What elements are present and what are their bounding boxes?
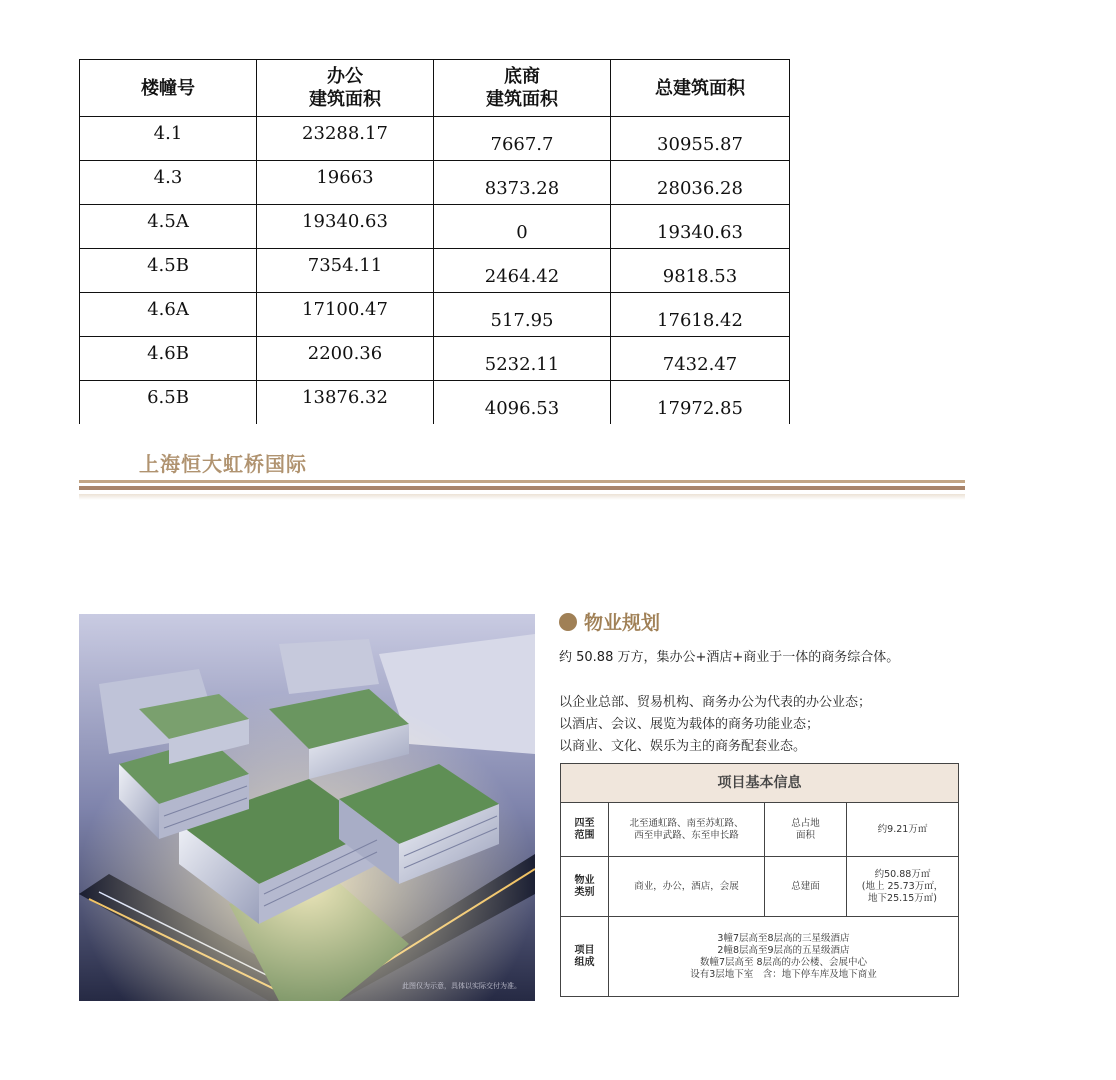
project-rendering-image [79, 614, 535, 1001]
cell-building-no: 4.6B [80, 337, 257, 381]
project-info-table [560, 763, 959, 997]
cell-building-no: 4.1 [80, 117, 257, 161]
cell-retail-area: 4096.53 [434, 381, 611, 425]
header-total-area: 总建筑面积 [611, 60, 790, 117]
planning-line-retail: 以商业、文化、娱乐为主的商务配套业态。 [559, 739, 807, 754]
table-row [80, 161, 790, 205]
cell-office-area: 7354.11 [257, 249, 434, 293]
project-title: 上海恒大虹桥国际 [139, 452, 307, 476]
cell-building-no: 4.5B [80, 249, 257, 293]
table-row [80, 337, 790, 381]
value-land-area: 约9.21万㎡ [847, 803, 959, 857]
cell-total-area: 30955.87 [611, 117, 790, 161]
header-retail-area: 底商 建筑面积 [434, 60, 611, 117]
label-boundaries: 四至 范围 [561, 803, 609, 857]
cell-total-area: 19340.63 [611, 205, 790, 249]
cell-retail-area: 5232.11 [434, 337, 611, 381]
cell-building-no: 4.6A [80, 293, 257, 337]
table-header-row [80, 60, 790, 117]
cell-retail-area: 8373.28 [434, 161, 611, 205]
header-office-area: 办公 建筑面积 [257, 60, 434, 117]
value-property-type: 商业，办公，酒店，会展 [609, 857, 765, 917]
cell-office-area: 19340.63 [257, 205, 434, 249]
cell-total-area: 17618.42 [611, 293, 790, 337]
cell-office-area: 13876.32 [257, 381, 434, 425]
cell-office-area: 19663 [257, 161, 434, 205]
planning-section-title: 物业规划 [584, 612, 661, 634]
cell-total-area: 28036.28 [611, 161, 790, 205]
cell-building-no: 4.5A [80, 205, 257, 249]
table-row [80, 249, 790, 293]
label-total-floor-area: 总建面 [765, 857, 847, 917]
value-total-floor-area: 约50.88万㎡ (地上 25.73万㎡， 地下25.15万㎡) [847, 857, 959, 917]
planning-summary: 约 50.88 万方，集办公+酒店+商业于一体的商务综合体。 [559, 650, 900, 665]
planning-line-office: 以企业总部、贸易机构、商务办公为代表的办公业态； [559, 695, 872, 710]
divider-line [79, 480, 965, 483]
label-property-type: 物业 类别 [561, 857, 609, 917]
cell-retail-area: 517.95 [434, 293, 611, 337]
divider-line-thick [79, 486, 965, 490]
planning-line-business: 以酒店、会议、展览为载体的商务功能业态； [559, 717, 820, 732]
value-boundaries: 北至通虹路、南至苏虹路、 西至申武路、东至申长路 [609, 803, 765, 857]
cell-office-area: 2200.36 [257, 337, 434, 381]
divider-shadow [79, 494, 965, 500]
label-land-area: 总占地 面积 [765, 803, 847, 857]
cell-building-no: 4.3 [80, 161, 257, 205]
planning-section-header [559, 608, 660, 635]
cell-retail-area: 0 [434, 205, 611, 249]
cell-retail-area: 2464.42 [434, 249, 611, 293]
rendering-caption: 此图仅为示意，具体以实际交付为准。 [402, 982, 521, 990]
table-row [80, 293, 790, 337]
table-row [80, 117, 790, 161]
cell-total-area: 9818.53 [611, 249, 790, 293]
info-table-title: 项目基本信息 [561, 764, 959, 803]
cell-total-area: 7432.47 [611, 337, 790, 381]
label-composition: 项目 组成 [561, 917, 609, 997]
value-composition: 3幢7层高至8层高的三星级酒店 2幢8层高至9层高的五星级酒店 数幢7层高至 8层高的办公楼、会展中心 设有3层地下室 含：地下停车库及地下商业 [609, 917, 959, 997]
cell-total-area: 17972.85 [611, 381, 790, 425]
bullet-dot-icon [559, 613, 577, 631]
cell-retail-area: 7667.7 [434, 117, 611, 161]
header-building-no: 楼幢号 [80, 60, 257, 117]
building-area-table [79, 59, 790, 424]
table-row [80, 205, 790, 249]
cell-office-area: 23288.17 [257, 117, 434, 161]
cell-office-area: 17100.47 [257, 293, 434, 337]
cell-building-no: 6.5B [80, 381, 257, 425]
table-row [80, 381, 790, 425]
